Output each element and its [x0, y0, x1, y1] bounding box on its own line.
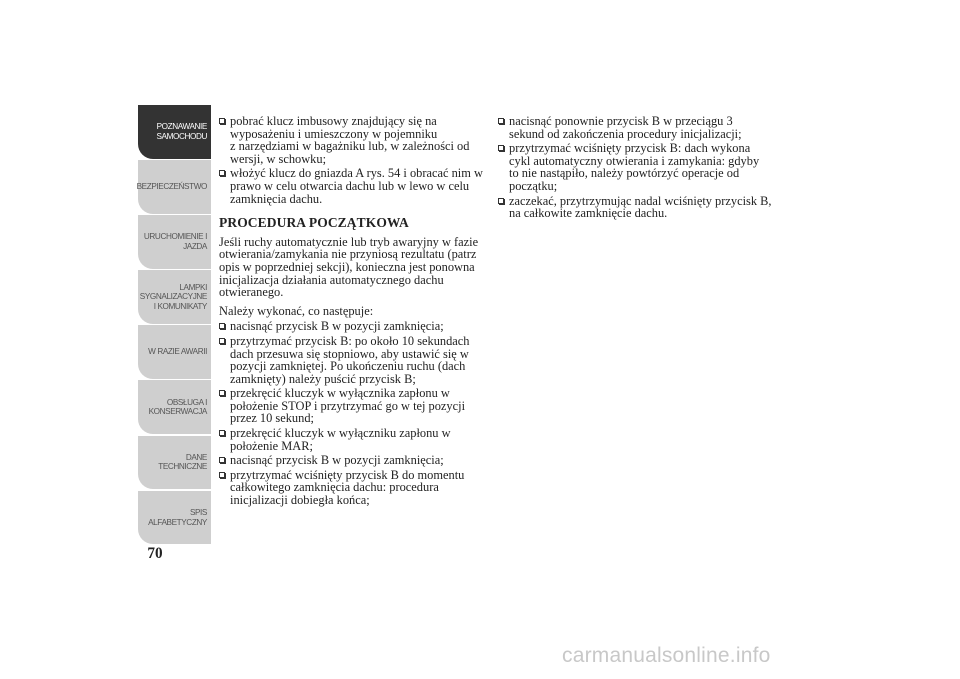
checkbox-bullet-icon [219, 390, 225, 396]
list-item: włożyć klucz do gniazda A rys. 54 i obracać nim w prawo w celu otwarcia dachu lub w lewo w celu zamknięcia dachu. [219, 167, 494, 205]
tab-bezpieczenstwo[interactable] [138, 160, 211, 214]
paragraph: Jeśli ruchy automatycznie lub tryb awaryjny w fazie otwierania/zamykania nie przyniosą rezultatu (patrz opis w poprzedniej sekcji), konieczna jest ponowna inicjalizacja działania automatycznego dachu otwieranego. [219, 234, 479, 300]
tab-lampki-sygnalizacyjne[interactable] [138, 270, 211, 324]
page-number: 70 [147, 545, 163, 562]
tab-uruchomienie-i-jazda[interactable] [138, 215, 211, 269]
tab-label: DANE TECHNICZNE [158, 452, 207, 472]
list-item: nacisnąć przycisk B w pozycji zamknięcia; [219, 454, 494, 467]
tab-poznawanie-samochodu[interactable] [138, 105, 211, 159]
tab-label: W RAZIE AWARII [148, 347, 207, 357]
checkbox-bullet-icon [219, 170, 225, 176]
checkbox-bullet-icon [219, 430, 225, 436]
section-heading: PROCEDURA POCZĄTKOWA [219, 215, 409, 231]
checkbox-bullet-icon [498, 198, 504, 204]
tab-spis-alfabetyczny[interactable] [138, 491, 211, 545]
checkbox-bullet-icon [498, 118, 504, 124]
tab-w-razie-awarii[interactable] [138, 325, 211, 379]
chapter-tabs [138, 105, 211, 546]
watermark: carmanualsonline.info [562, 644, 771, 667]
checkbox-bullet-icon [219, 472, 225, 478]
tab-label: SPIS ALFABETYCZNY [148, 507, 207, 527]
list-item: nacisnąć przycisk B w pozycji zamknięcia; [219, 320, 494, 333]
text-column-right [498, 115, 788, 222]
tab-label: LAMPKI SYGNALIZACYJNE I KOMUNIKATY [139, 282, 207, 311]
list-item: przekręcić kluczyk w wyłączniku zapłonu w położenie MAR; [219, 427, 494, 452]
list-item: nacisnąć ponownie przycisk B w przeciągu 3 sekund od zakończenia procedury inicjalizacji; [498, 115, 788, 140]
checkbox-bullet-icon [219, 457, 225, 463]
list-item: przytrzymać przycisk B: po około 10 sekundach dach przesuwa się stopniowo, aby ustawić się w pozycji zamkniętej. Po ukończeniu ruchu (dach zamknięty) należy puścić przycisk B; [219, 335, 494, 385]
tab-label: URUCHOMIENIE I JAZDA [143, 232, 207, 252]
checkbox-bullet-icon [219, 338, 225, 344]
tab-label: POZNAWANIE SAMOCHODU [156, 122, 207, 141]
list-item: przytrzymać wciśnięty przycisk B: dach wykona cykl automatyczny otwierania i zamykania: gdyby to nie nastąpiło, należy powtórzyć operacje od początku; [498, 142, 788, 192]
list-item: zaczekać, przytrzymując nadal wciśnięty przycisk B, na całkowite zamknięcie dachu. [498, 195, 788, 220]
list-item: przytrzymać wciśnięty przycisk B do momentu całkowitego zamknięcia dachu: procedura inicjalizacji dobiegła końca; [219, 469, 494, 507]
checkbox-bullet-icon [219, 118, 225, 124]
checkbox-bullet-icon [219, 323, 225, 329]
paragraph-intro: Należy wykonać, co następuje: [219, 303, 374, 318]
tab-dane-techniczne[interactable] [138, 436, 211, 490]
checkbox-bullet-icon [498, 145, 504, 151]
tab-obsluga-i-konserwacja[interactable] [138, 380, 211, 434]
list-item: przekręcić kluczyk w wyłącznika zapłonu w położenie STOP i przytrzymać go w tej pozycji przez 10 sekund; [219, 387, 494, 425]
tab-label: BEZPIECZEŃSTWO [136, 182, 207, 192]
text-column-left [219, 115, 494, 509]
tab-label: OBSŁUGA I KONSERWACJA [148, 397, 207, 417]
list-item: pobrać klucz imbusowy znajdujący się na wyposażeniu i umieszczony w pojemniku z narzędziami w bagażniku lub, w zależności od wersji, w schowku; [219, 115, 494, 165]
